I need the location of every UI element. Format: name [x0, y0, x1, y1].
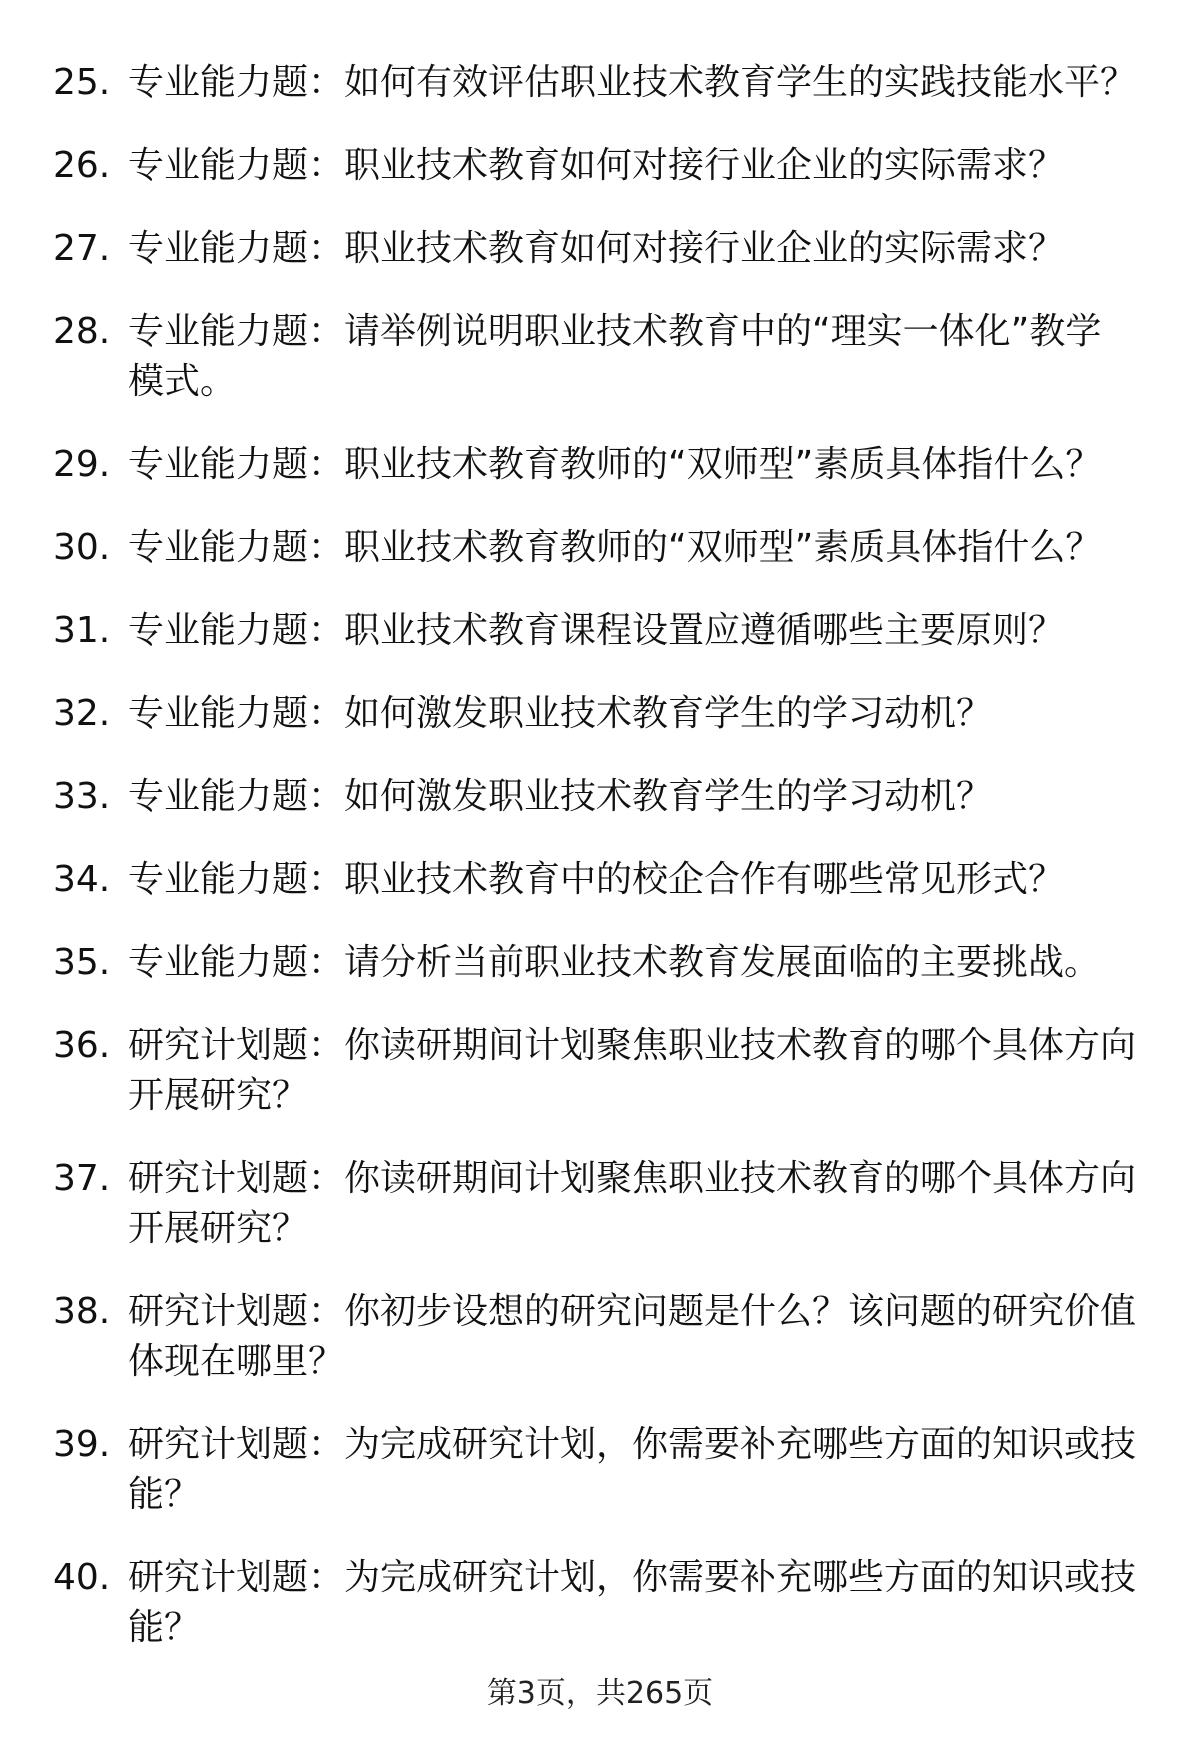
question-number: 35.: [53, 942, 111, 983]
question-item: [53, 224, 1153, 274]
question-number: 29.: [53, 444, 111, 485]
question-content: [128, 1287, 1153, 1387]
question-category: 专业能力题：: [128, 859, 345, 900]
question-content: [128, 606, 1153, 656]
question-content: [128, 1420, 1153, 1520]
question-text: 职业技术教育如何对接行业企业的实际需求？: [344, 145, 1065, 186]
question-line: [128, 1420, 1153, 1470]
question-line: [128, 307, 1153, 357]
question-content: [128, 1553, 1153, 1653]
question-line-continued: 体现在哪里？: [128, 1341, 345, 1382]
question-text: 为完成研究计划，你需要补充哪些方面的知识或技: [344, 1557, 1137, 1598]
question-line: [128, 606, 1153, 656]
question-text: 如何有效评估职业技术教育学生的实践技能水平？: [344, 62, 1137, 103]
question-text: 职业技术教育中的校企合作有哪些常见形式？: [344, 859, 1065, 900]
question-line: [128, 440, 1153, 490]
question-text: 如何激发职业技术教育学生的学习动机？: [344, 776, 993, 817]
question-item: [53, 606, 1153, 656]
question-content: [128, 1154, 1153, 1254]
question-line: [128, 689, 1153, 739]
question-line: [128, 58, 1153, 108]
question-item: [53, 1154, 1153, 1254]
question-text: 职业技术教育教师的“双师型”素质具体指什么？: [344, 444, 1102, 485]
question-item: [53, 141, 1153, 191]
question-text: 职业技术教育教师的“双师型”素质具体指什么？: [344, 527, 1102, 568]
question-item: [53, 938, 1153, 988]
question-category: 专业能力题：: [128, 145, 345, 186]
question-number: 37.: [53, 1158, 111, 1199]
question-number: 31.: [53, 610, 111, 651]
question-line-continued: 开展研究？: [128, 1075, 309, 1116]
question-number: 28.: [53, 311, 111, 352]
question-category: 研究计划题：: [128, 1557, 345, 1598]
question-text: 你读研期间计划聚焦职业技术教育的哪个具体方向: [344, 1158, 1137, 1199]
question-number: 30.: [53, 527, 111, 568]
question-category: 专业能力题：: [128, 693, 345, 734]
question-line: [128, 1287, 1153, 1337]
question-item: [53, 1021, 1153, 1121]
question-category: 专业能力题：: [128, 610, 345, 651]
question-category: 研究计划题：: [128, 1291, 345, 1332]
question-line: [128, 1553, 1153, 1603]
question-content: [128, 772, 1153, 822]
question-number: 34.: [53, 859, 111, 900]
question-item: [53, 689, 1153, 739]
question-number: 25.: [53, 62, 111, 103]
question-category: 专业能力题：: [128, 311, 345, 352]
question-line-continued: 能？: [128, 1607, 201, 1648]
question-category: 专业能力题：: [128, 228, 345, 269]
question-category: 研究计划题：: [128, 1025, 345, 1066]
question-line-continued: 开展研究？: [128, 1208, 309, 1249]
question-text: 为完成研究计划，你需要补充哪些方面的知识或技: [344, 1424, 1137, 1465]
question-text: 职业技术教育课程设置应遵循哪些主要原则？: [344, 610, 1065, 651]
question-text: 请举例说明职业技术教育中的“理实一体化”教学: [344, 311, 1102, 352]
question-number: 33.: [53, 776, 111, 817]
question-line: [128, 1021, 1153, 1071]
question-content: [128, 440, 1153, 490]
question-text: 职业技术教育如何对接行业企业的实际需求？: [344, 228, 1065, 269]
question-line: [128, 224, 1153, 274]
question-content: [128, 523, 1153, 573]
question-category: 专业能力题：: [128, 527, 345, 568]
question-content: [128, 224, 1153, 274]
question-list: [53, 58, 1153, 1686]
question-category: 研究计划题：: [128, 1158, 345, 1199]
question-category: 专业能力题：: [128, 942, 345, 983]
question-content: [128, 58, 1153, 108]
question-category: 专业能力题：: [128, 444, 345, 485]
question-item: [53, 307, 1153, 407]
question-item: [53, 440, 1153, 490]
question-content: [128, 307, 1153, 407]
question-line: [128, 938, 1153, 988]
question-number: 36.: [53, 1025, 111, 1066]
question-line: [128, 141, 1153, 191]
question-number: 39.: [53, 1424, 111, 1465]
question-number: 38.: [53, 1291, 111, 1332]
page-footer: 第3页，共265页: [486, 1676, 714, 1711]
question-item: [53, 1420, 1153, 1520]
question-line: [128, 1154, 1153, 1204]
question-line: [128, 772, 1153, 822]
question-item: [53, 1553, 1153, 1653]
question-text: 你初步设想的研究问题是什么？该问题的研究价值: [344, 1291, 1137, 1332]
question-item: [53, 523, 1153, 573]
question-line-continued: 能？: [128, 1474, 201, 1515]
question-number: 26.: [53, 145, 111, 186]
question-line: [128, 855, 1153, 905]
question-item: [53, 772, 1153, 822]
question-content: [128, 855, 1153, 905]
question-text: 请分析当前职业技术教育发展面临的主要挑战。: [344, 942, 1101, 983]
question-number: 40.: [53, 1557, 111, 1598]
question-text: 如何激发职业技术教育学生的学习动机？: [344, 693, 993, 734]
question-text: 你读研期间计划聚焦职业技术教育的哪个具体方向: [344, 1025, 1137, 1066]
question-category: 专业能力题：: [128, 776, 345, 817]
question-content: [128, 1021, 1153, 1121]
question-content: [128, 141, 1153, 191]
question-line: [128, 523, 1153, 573]
question-number: 27.: [53, 228, 111, 269]
question-item: [53, 58, 1153, 108]
question-content: [128, 938, 1153, 988]
question-line-continued: 模式。: [128, 361, 237, 402]
question-item: [53, 855, 1153, 905]
question-category: 研究计划题：: [128, 1424, 345, 1465]
question-content: [128, 689, 1153, 739]
question-number: 32.: [53, 693, 111, 734]
question-item: [53, 1287, 1153, 1387]
question-category: 专业能力题：: [128, 62, 345, 103]
